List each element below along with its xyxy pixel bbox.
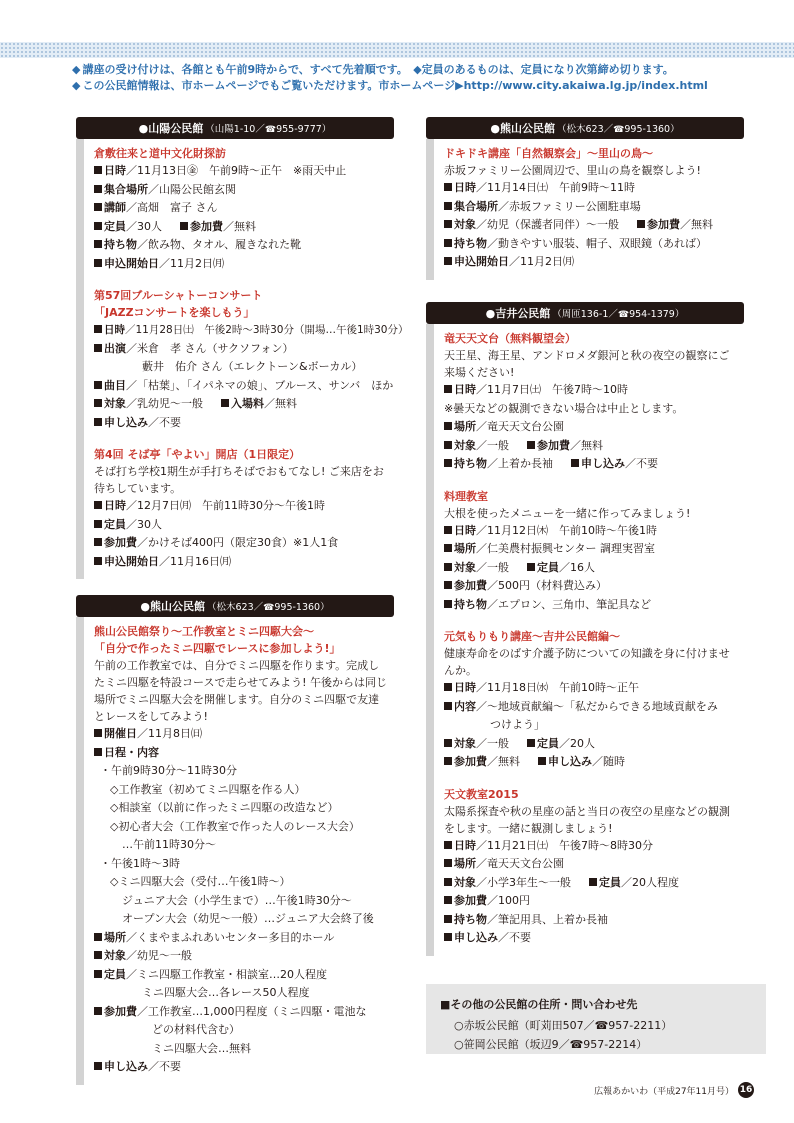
square-bullet-icon — [444, 859, 452, 867]
info-label: 申し込み — [454, 931, 498, 944]
info-label: 参加費 — [454, 755, 487, 768]
info-row — [94, 553, 388, 572]
top-pattern-band — [0, 42, 794, 58]
info-row — [94, 725, 388, 744]
info-value: ／無料 — [264, 397, 297, 410]
info-row — [94, 414, 388, 433]
page-number: 16 — [738, 1082, 754, 1098]
info-row — [94, 966, 388, 985]
square-bullet-icon — [444, 257, 452, 265]
info-label: 日時 — [104, 164, 126, 177]
info-label: 申し込み — [581, 457, 625, 470]
info-value: ／11月16日㈪ — [159, 554, 231, 568]
info-row — [94, 1003, 388, 1022]
info-value: ／11月21日㈯ 午後7時～8時30分 — [476, 838, 653, 852]
info-label: 申し込み — [548, 755, 592, 768]
info-value: ／くまやまふれあいセンター多目的ホール — [126, 930, 335, 944]
info-label: 日時 — [454, 838, 476, 852]
info-row-continued: ミニ四駆大会…無料 — [152, 1041, 251, 1055]
event — [94, 623, 388, 1077]
event-description: 健康寿命をのばす介護予防についての知識を身に付けませんか。 — [444, 647, 730, 677]
notice-line-1 — [72, 62, 772, 78]
info-label: 定員 — [537, 736, 559, 750]
info-row — [94, 162, 388, 181]
info-value: ／無料 — [223, 219, 256, 233]
info-row-continued: 藪井 佑介 さん（エレクトーン&ボーカル） — [142, 360, 363, 373]
info-label: 日時 — [454, 523, 476, 537]
square-bullet-icon — [444, 385, 452, 393]
info-value: ／随時 — [592, 755, 625, 768]
square-bullet-icon — [94, 222, 102, 230]
hall-address — [207, 599, 330, 613]
event-description: そば打ち学校1期生が手打ちそばでおもてなし! ご来店をお待ちしています。 — [94, 465, 384, 495]
square-bullet-icon — [538, 757, 546, 765]
square-bullet-icon — [527, 441, 535, 449]
hall-address — [552, 306, 684, 320]
square-bullet-icon — [444, 563, 452, 571]
square-bullet-icon — [589, 878, 597, 886]
info-row — [94, 929, 388, 948]
info-row — [94, 947, 388, 966]
event-title: 熊山公民館祭り～工作教室とミニ四駆大会～ — [94, 625, 314, 638]
info-value: ／乳幼児～一般 — [126, 397, 203, 410]
square-bullet-icon — [94, 203, 102, 211]
sanyo-section — [76, 117, 409, 579]
info-row — [444, 929, 738, 948]
event-subtitle: 「JAZZコンサートを楽しもう」 — [94, 306, 255, 319]
info-label: 日時 — [454, 181, 476, 194]
event — [94, 446, 388, 571]
info-label: 日時 — [104, 499, 126, 512]
info-label: 場所 — [104, 930, 126, 944]
info-row — [444, 698, 738, 717]
info-value: ／～地域貢献編～「私だからできる地域貢献をみ — [476, 699, 718, 713]
event-title: 倉敷往来と道中文化財探訪 — [94, 147, 226, 160]
phone-number: 995-1360） — [624, 124, 680, 135]
info-value: ／ミニ四駆工作教室・相談室…20人程度 — [126, 967, 327, 981]
square-bullet-icon — [94, 538, 102, 546]
info-value: ／11月7日㈯ 午後7時～10時 — [476, 383, 628, 396]
info-row — [94, 534, 388, 553]
info-row — [444, 198, 738, 217]
square-bullet-icon — [444, 878, 452, 886]
square-bullet-icon — [444, 459, 452, 467]
info-row — [94, 377, 394, 396]
info-label: 持ち物 — [454, 457, 487, 470]
square-bullet-icon — [444, 702, 452, 710]
info-label: 開催日 — [104, 727, 137, 740]
info-value: ／エプロン、三角巾、筆記具など — [487, 597, 652, 611]
section-body — [426, 139, 744, 280]
hall-name: ●吉井公民館 — [485, 307, 551, 320]
square-bullet-icon — [444, 841, 452, 849]
event — [444, 628, 738, 772]
diamond-icon: ◆ — [72, 63, 81, 76]
info-label: 集合場所 — [454, 199, 498, 213]
info-value: ／小学3年生～一般 — [476, 875, 571, 889]
square-bullet-icon — [571, 459, 579, 467]
info-row — [94, 218, 388, 237]
info-label: 申込開始日 — [104, 256, 159, 270]
info-row — [444, 577, 738, 596]
info-row — [94, 321, 409, 340]
info-label: 持ち物 — [454, 236, 487, 250]
address-text: （山陽1-10／ — [205, 124, 265, 135]
info-value: ／11月18日㈬ 午前10時～正午 — [476, 681, 639, 694]
info-value: ／20人 — [559, 736, 595, 750]
info-value: ／赤坂ファミリー公園駐車場 — [498, 199, 641, 213]
square-bullet-icon — [94, 418, 102, 426]
section-header — [426, 302, 744, 324]
info-value: ／12月7日㈪ 午前11時30分～午後1時 — [126, 499, 325, 512]
square-bullet-icon — [444, 239, 452, 247]
hall-name: ●熊山公民館 — [490, 122, 555, 135]
info-label: 入場料 — [231, 397, 264, 410]
event — [444, 145, 738, 272]
info-value: ／20人程度 — [621, 875, 679, 889]
event-title: 第57回ブルーシャトーコンサート — [94, 289, 263, 302]
kumayama-left-section — [76, 595, 394, 1085]
info-label: 持ち物 — [454, 912, 487, 926]
info-row — [444, 679, 738, 698]
other-halls-contact-box — [426, 984, 766, 1054]
phone-icon: ☎ — [617, 310, 630, 320]
info-row — [94, 340, 388, 359]
square-bullet-icon — [94, 166, 102, 174]
event-description: 午前の工作教室では、自分でミニ四駆を作ります。完成したミニ四駆を特設コースで走らせてみよう! 午後からは同じ場所でミニ四駆大会を開催します。自分のミニ四駆で友達とレースをしてみよう! — [94, 659, 388, 723]
square-bullet-icon — [94, 748, 102, 756]
info-row — [444, 235, 738, 254]
square-bullet-icon — [94, 381, 102, 389]
info-value: ／幼児～一般 — [126, 949, 192, 962]
info-value: ／不要 — [625, 457, 658, 470]
info-row — [444, 892, 738, 911]
square-bullet-icon — [94, 1062, 102, 1070]
event — [444, 488, 738, 615]
info-row-continued: どの材料代含む） — [152, 1023, 240, 1036]
event-title: 竜天天文台（無料観望会） — [444, 332, 576, 345]
square-bullet-icon — [444, 581, 452, 589]
square-bullet-icon — [94, 729, 102, 737]
info-label: 参加費 — [104, 1004, 137, 1018]
info-label: 対象 — [104, 397, 126, 410]
square-bullet-icon — [527, 563, 535, 571]
info-value: ／竜天天文台公園 — [476, 420, 564, 433]
square-bullet-icon — [444, 896, 452, 904]
info-label: 曲目 — [104, 378, 126, 392]
info-row — [94, 497, 388, 516]
event-title: ドキドキ講座「自然観察会」～里山の鳥～ — [444, 147, 653, 160]
square-bullet-icon — [444, 526, 452, 534]
info-value: ／高畑 富子 さん — [126, 201, 218, 214]
info-label: 対象 — [454, 560, 476, 574]
schedule-item: オープン大会（幼児～一般）…ジュニア大会終了後 — [122, 912, 374, 925]
square-bullet-icon — [444, 600, 452, 608]
info-row — [94, 1058, 388, 1077]
info-label: 申込開始日 — [104, 554, 159, 568]
info-label: 参加費 — [104, 536, 137, 549]
info-value: ／11月2日㈪ — [509, 255, 574, 268]
section-body — [76, 139, 409, 579]
section-header — [76, 117, 394, 139]
info-row — [444, 596, 738, 615]
square-bullet-icon — [94, 240, 102, 248]
info-value: ／11月13日㊎ 午前9時～正午 ※雨天中止 — [126, 164, 347, 177]
info-label: 対象 — [454, 218, 476, 231]
info-label: 持ち物 — [454, 597, 487, 611]
info-value: ／動きやすい服装、帽子、双眼鏡（あれば） — [487, 236, 707, 250]
info-row — [444, 437, 738, 456]
info-label: 場所 — [454, 542, 476, 555]
info-value: ／上着か長袖 — [487, 457, 553, 470]
phone-number: 954-1379） — [629, 309, 685, 320]
section-body — [426, 324, 744, 956]
info-label: 対象 — [454, 875, 476, 889]
info-label: 定員 — [104, 967, 126, 981]
schedule-item: ・午後1時～3時 — [100, 856, 180, 870]
info-row — [444, 837, 738, 856]
info-row — [444, 911, 738, 930]
address-text: （松木623／ — [207, 602, 264, 613]
contact-title: ■その他の公民館の住所・問い合わせ先 — [440, 998, 638, 1011]
info-value: ／不要 — [148, 1060, 181, 1073]
info-value: ／山陽公民館玄関 — [148, 182, 236, 196]
phone-icon: ☎ — [613, 125, 625, 135]
info-row-continued: つけよう」 — [490, 718, 545, 731]
event-description: 太陽系探査や秋の星座の話と当日の夜空の星座などの観測をします。一緒に観測しましょう! — [444, 804, 730, 835]
info-row — [444, 855, 738, 874]
diamond-icon: ◆ — [72, 79, 81, 92]
publication-name: 広報あかいわ（平成27年11月号） — [594, 1086, 734, 1097]
info-value: ／無料 — [680, 218, 713, 231]
info-value: ／幼児（保護者同伴）～一般 — [476, 218, 619, 231]
event-description: 赤坂ファミリー公園周辺で、里山の鳥を観察しよう! — [444, 164, 701, 177]
info-label: 対象 — [454, 438, 476, 452]
info-label: 申込開始日 — [454, 255, 509, 268]
yoshii-section — [426, 302, 744, 956]
info-row — [444, 522, 738, 541]
info-label: 出演 — [104, 341, 126, 355]
info-label: 定員 — [104, 219, 126, 233]
info-value: ／無料 — [570, 438, 603, 452]
info-value: ／不要 — [498, 931, 531, 944]
info-label: 参加費 — [537, 438, 570, 452]
phone-number: 955-9777） — [276, 124, 332, 135]
square-bullet-icon — [94, 325, 102, 333]
info-label: 日時 — [454, 383, 476, 396]
info-row — [444, 559, 738, 578]
square-bullet-icon — [94, 501, 102, 509]
square-bullet-icon — [637, 220, 645, 228]
event-title: 天文教室2015 — [444, 787, 519, 801]
info-label: 申し込み — [104, 1060, 148, 1073]
info-label: 講師 — [104, 201, 126, 214]
info-label: 定員 — [537, 560, 559, 574]
square-bullet-icon — [527, 739, 535, 747]
event-subtitle: 「自分で作ったミニ四駆でレースに参加しよう!」 — [94, 642, 341, 655]
phone-icon: ☎ — [264, 125, 277, 135]
info-row — [444, 216, 738, 235]
phone-number: 995-1360） — [274, 602, 330, 613]
info-label: 場所 — [454, 857, 476, 870]
info-label: 定員 — [599, 875, 621, 889]
info-row — [444, 179, 738, 198]
info-label: 日時 — [104, 324, 125, 336]
square-bullet-icon — [444, 544, 452, 552]
info-label: 日時 — [454, 681, 476, 694]
schedule-item: ◇工作教室（初めてミニ四駆を作る人） — [110, 782, 306, 796]
info-label: 対象 — [454, 736, 476, 750]
notices — [72, 62, 772, 94]
event — [94, 145, 388, 273]
info-label: 内容 — [454, 699, 476, 713]
square-bullet-icon — [444, 422, 452, 430]
event-description: 大根を使ったメニューを一緒に作ってみましょう! — [444, 506, 691, 520]
info-row-continued: ミニ四駆大会…各レース50人程度 — [142, 986, 310, 999]
info-row — [444, 735, 738, 754]
info-value: ／11月2日㈪ — [159, 256, 224, 270]
info-value: ／仁美農村振興センター 調理実習室 — [476, 542, 656, 555]
info-row — [444, 253, 738, 272]
event — [444, 786, 738, 948]
square-bullet-icon — [94, 259, 102, 267]
square-bullet-icon — [94, 951, 102, 959]
square-bullet-icon — [94, 520, 102, 528]
info-row — [444, 753, 738, 772]
info-value: ／11月14日㈯ 午前9時～11時 — [476, 181, 635, 194]
section-header — [76, 595, 394, 617]
info-value: ／30人 — [126, 219, 162, 233]
square-bullet-icon — [94, 557, 102, 565]
info-label: 日程・内容 — [104, 745, 159, 759]
info-row — [444, 381, 738, 400]
info-label: 参加費 — [454, 579, 487, 592]
info-row — [444, 455, 738, 474]
event-description: 天王星、海王星、アンドロメダ銀河と秋の夜空の観察にご来場ください! — [444, 349, 730, 379]
info-row — [94, 744, 388, 763]
event — [94, 287, 409, 432]
info-row — [94, 395, 388, 414]
schedule-item: ・午前9時30分～11時30分 — [100, 764, 237, 777]
square-bullet-icon — [444, 683, 452, 691]
info-label: 参加費 — [647, 218, 680, 231]
section-body — [76, 617, 394, 1085]
square-bullet-icon — [444, 441, 452, 449]
hall-address — [205, 121, 331, 135]
info-row — [444, 874, 738, 893]
phone-icon: ☎ — [263, 603, 275, 613]
event — [444, 330, 738, 474]
hall-name: ●熊山公民館 — [140, 600, 205, 613]
notice-text: 講座の受け付けは、各館とも午前9時からで、すべて先着順です。 ◆定員のあるものは、定員になり次第締め切ります。 — [82, 63, 674, 76]
info-row — [94, 236, 388, 255]
info-value: ／かけそば400円（限定30食）※1人1食 — [137, 536, 339, 549]
info-value: ／飲み物、タオル、履きなれた靴 — [137, 238, 302, 251]
square-bullet-icon — [94, 344, 102, 352]
info-value: ／筆記用具、上着か長袖 — [487, 912, 608, 926]
info-label: 申し込み — [104, 415, 148, 429]
hall-name: ●山陽公民館 — [138, 122, 204, 135]
square-bullet-icon — [444, 202, 452, 210]
square-bullet-icon — [180, 222, 188, 230]
event-title: 第4回 そば亭「やよい」開店（1日限定） — [94, 448, 301, 461]
contact-sasaoka: ○笹岡公民館（坂辺9／☎957-2214） — [454, 1038, 648, 1051]
info-value: ／竜天天文台公園 — [476, 857, 564, 870]
square-bullet-icon — [444, 933, 452, 941]
info-value: ／16人 — [559, 560, 595, 574]
info-value: ／11月28日㈯ 午後2時～3時30分（開場…午後1時30分） — [125, 324, 409, 336]
square-bullet-icon — [444, 757, 452, 765]
info-label: 定員 — [104, 517, 126, 531]
info-value: ／「枯葉」、「イパネマの娘」、ブルース、サンバ ほか — [126, 378, 394, 392]
info-row — [94, 181, 388, 200]
square-bullet-icon — [444, 739, 452, 747]
info-value: ／工作教室…1,000円程度（ミニ四駆・電池な — [137, 1004, 367, 1018]
address-text: （周匝136-1／ — [552, 309, 618, 320]
info-label: 持ち物 — [104, 238, 137, 251]
info-row — [444, 418, 738, 437]
info-label: 参加費 — [454, 894, 487, 907]
info-row — [94, 516, 388, 535]
info-value: ／無料 — [487, 755, 520, 768]
event-title: 料理教室 — [444, 489, 488, 503]
info-value: ／100円 — [487, 894, 530, 907]
square-bullet-icon — [94, 1007, 102, 1015]
schedule-item: ジュニア大会（小学生まで）…午後1時30分～ — [122, 893, 352, 907]
square-bullet-icon — [444, 183, 452, 191]
info-label: 参加費 — [190, 219, 223, 233]
square-bullet-icon — [444, 220, 452, 228]
square-bullet-icon — [221, 399, 229, 407]
notice-line-2 — [72, 78, 772, 94]
info-row — [94, 199, 388, 218]
kumayama-right-section — [426, 117, 744, 280]
info-value: ／30人 — [126, 517, 162, 531]
schedule-item: ◇ミニ四駆大会（受付…午後1時～） — [110, 875, 291, 888]
square-bullet-icon — [94, 970, 102, 978]
info-value: ／500円（材料費込み） — [487, 579, 607, 592]
square-bullet-icon — [94, 399, 102, 407]
info-value: ／米倉 孝 さん（サクソフォン） — [126, 341, 294, 355]
info-label: 対象 — [104, 949, 126, 962]
notice-text: この公民館情報は、市ホームページでもご覧いただけます。市ホームページ▶http://www.city.akaiwa.lg.jp/index.html — [82, 79, 708, 92]
note: ※曇天などの観測できない場合は中止とします。 — [444, 401, 684, 415]
schedule-item: ◇相談室（以前に作ったミニ四駆の改造など） — [110, 801, 339, 814]
hall-address — [557, 121, 680, 135]
contact-akasaka: ○赤坂公民館（町苅田507／☎957-2211） — [454, 1019, 673, 1032]
info-value: ／11月8日㈰ — [137, 727, 202, 740]
schedule-item: ◇初心者大会（工作教室で作った人のレース大会） — [110, 819, 360, 833]
square-bullet-icon — [94, 933, 102, 941]
square-bullet-icon — [94, 185, 102, 193]
info-value: ／不要 — [148, 415, 181, 429]
info-label: 集合場所 — [104, 182, 148, 196]
square-bullet-icon — [444, 915, 452, 923]
event-title: 元気もりもり講座～吉井公民館編～ — [444, 630, 620, 643]
info-value: ／一般 — [476, 438, 509, 452]
info-row — [444, 540, 738, 559]
section-header — [426, 117, 744, 139]
address-text: （松木623／ — [557, 124, 614, 135]
info-label: 場所 — [454, 420, 476, 433]
info-value: ／一般 — [476, 736, 509, 750]
page-footer — [594, 1082, 754, 1098]
info-value: ／11月12日㈭ 午前10時～午後1時 — [476, 523, 657, 537]
info-row — [94, 255, 388, 274]
info-value: ／一般 — [476, 560, 509, 574]
schedule-item: …午前11時30分～ — [122, 838, 216, 851]
